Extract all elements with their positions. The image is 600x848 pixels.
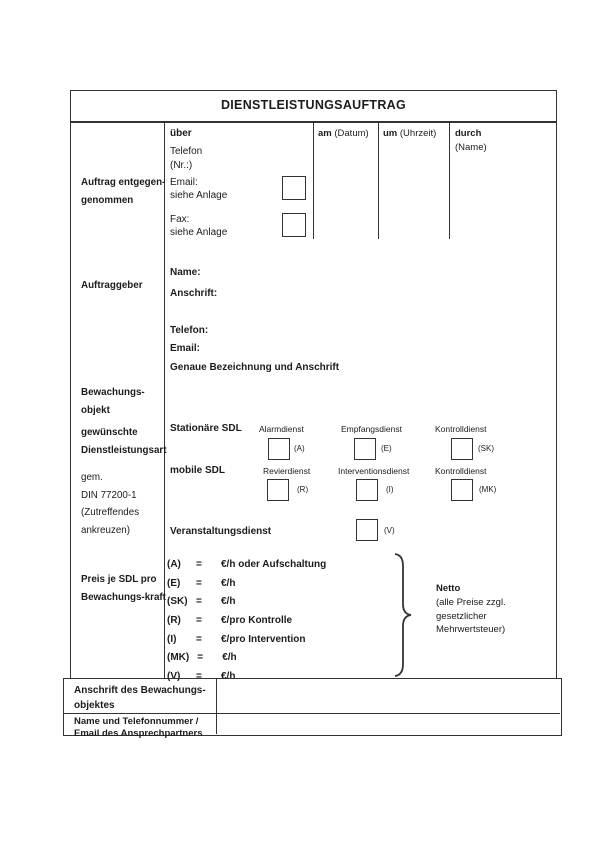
pricing-list <box>167 559 326 690</box>
revierdienst-code: (R) <box>297 485 309 494</box>
um-uhrzeit-header: um (Uhrzeit) <box>383 128 437 139</box>
form-title-box <box>70 90 557 122</box>
revierdienst-checkbox[interactable] <box>267 479 289 501</box>
uber-label: über <box>170 128 192 139</box>
durch-name-field[interactable] <box>450 155 556 239</box>
interventionsdienst-code: (I) <box>386 485 394 494</box>
client-telefon-label: Telefon: <box>170 325 209 336</box>
kontrolldienst-mk-checkbox[interactable] <box>451 479 473 501</box>
mobile-sdl-label: mobile SDL <box>170 465 226 476</box>
form-title: DIENSTLEISTUNGSAUFTRAG <box>220 98 407 112</box>
kontrolldienst-mk-code: (MK) <box>479 485 497 494</box>
durch-name-header: durch (Name) <box>455 128 487 153</box>
empfangsdienst-label: Empfangsdienst <box>341 424 402 434</box>
empfangsdienst-checkbox[interactable] <box>354 438 376 460</box>
client-name-label: Name: <box>170 267 201 278</box>
kontrolldienst-mk-label: Kontrolldienst <box>435 466 487 476</box>
fax-anlage-label: Fax: siehe Anlage <box>170 214 228 238</box>
main-form-table <box>70 122 557 683</box>
alarmdienst-checkbox[interactable] <box>268 438 290 460</box>
pricing-row-label: Preis je SDL pro Bewachungs-kraft <box>81 574 166 603</box>
email-anlage-label: Email: siehe Anlage <box>170 177 228 201</box>
brace-icon <box>391 551 415 679</box>
pricing-row-mk: (MK) = €/h <box>167 652 237 664</box>
footer-contact-field[interactable] <box>217 714 560 734</box>
fax-attachment-checkbox[interactable] <box>282 213 306 237</box>
interventionsdienst-checkbox[interactable] <box>356 479 378 501</box>
pricing-row-a: (A) = €/h oder Aufschaltung <box>167 559 327 570</box>
empfangsdienst-code: (E) <box>381 444 392 453</box>
interventionsdienst-label: Interventionsdienst <box>338 466 410 476</box>
kontrolldienst-sk-label: Kontrolldienst <box>435 424 487 434</box>
footer-objekt-label: Anschrift des Bewachungs- objektes <box>74 685 206 711</box>
revierdienst-label: Revierdienst <box>263 466 311 476</box>
objekt-row-label: Bewachungs- objekt <box>81 387 145 416</box>
netto-note: Netto (alle Preise zzgl. gesetzlicher Mehrwertsteuer) <box>436 583 506 636</box>
client-anschrift-label: Anschrift: <box>170 288 218 299</box>
pricing-row-v: (V) = €/h <box>167 671 236 683</box>
objekt-heading: Genaue Bezeichnung und Anschrift <box>170 362 340 373</box>
pricing-row-sk: (SK) = €/h <box>167 596 236 608</box>
veranstaltungsdienst-code: (V) <box>384 526 395 535</box>
email-attachment-checkbox[interactable] <box>282 176 306 200</box>
client-row-label: Auftraggeber <box>81 280 143 291</box>
stationary-sdl-label: Stationäre SDL <box>170 423 242 434</box>
um-uhrzeit-field[interactable] <box>379 143 449 239</box>
event-service-label: Veranstaltungsdienst <box>170 526 272 537</box>
intake-row-label: Auftrag entgegen- genommen <box>81 177 166 206</box>
footer-table <box>63 678 562 739</box>
alarmdienst-code: (A) <box>294 444 305 453</box>
am-datum-field[interactable] <box>314 143 378 239</box>
veranstaltungsdienst-checkbox[interactable] <box>356 519 378 541</box>
footer-objekt-field[interactable] <box>217 679 560 713</box>
kontrolldienst-sk-checkbox[interactable] <box>451 438 473 460</box>
telefon-nr-label: Telefon (Nr.:) <box>170 146 203 171</box>
footer-contact-label: Name und Telefonnummer / Email des Ansprechpartners <box>74 716 203 739</box>
pricing-row-e: (E) = €/h <box>167 577 236 589</box>
services-note: gem. DIN 77200-1 (Zutreffendes ankreuzen) <box>81 472 140 536</box>
pricing-row-r: (R) = €/pro Kontrolle <box>167 615 293 627</box>
client-email-label: Email: <box>170 343 201 354</box>
am-datum-header: am (Datum) <box>318 128 369 139</box>
kontrolldienst-sk-code: (SK) <box>478 444 494 453</box>
services-row-label: gewünschte Dienstleistungsart <box>81 427 167 456</box>
alarmdienst-label: Alarmdienst <box>259 424 304 434</box>
pricing-row-i: (I) = €/pro Intervention <box>167 633 306 645</box>
